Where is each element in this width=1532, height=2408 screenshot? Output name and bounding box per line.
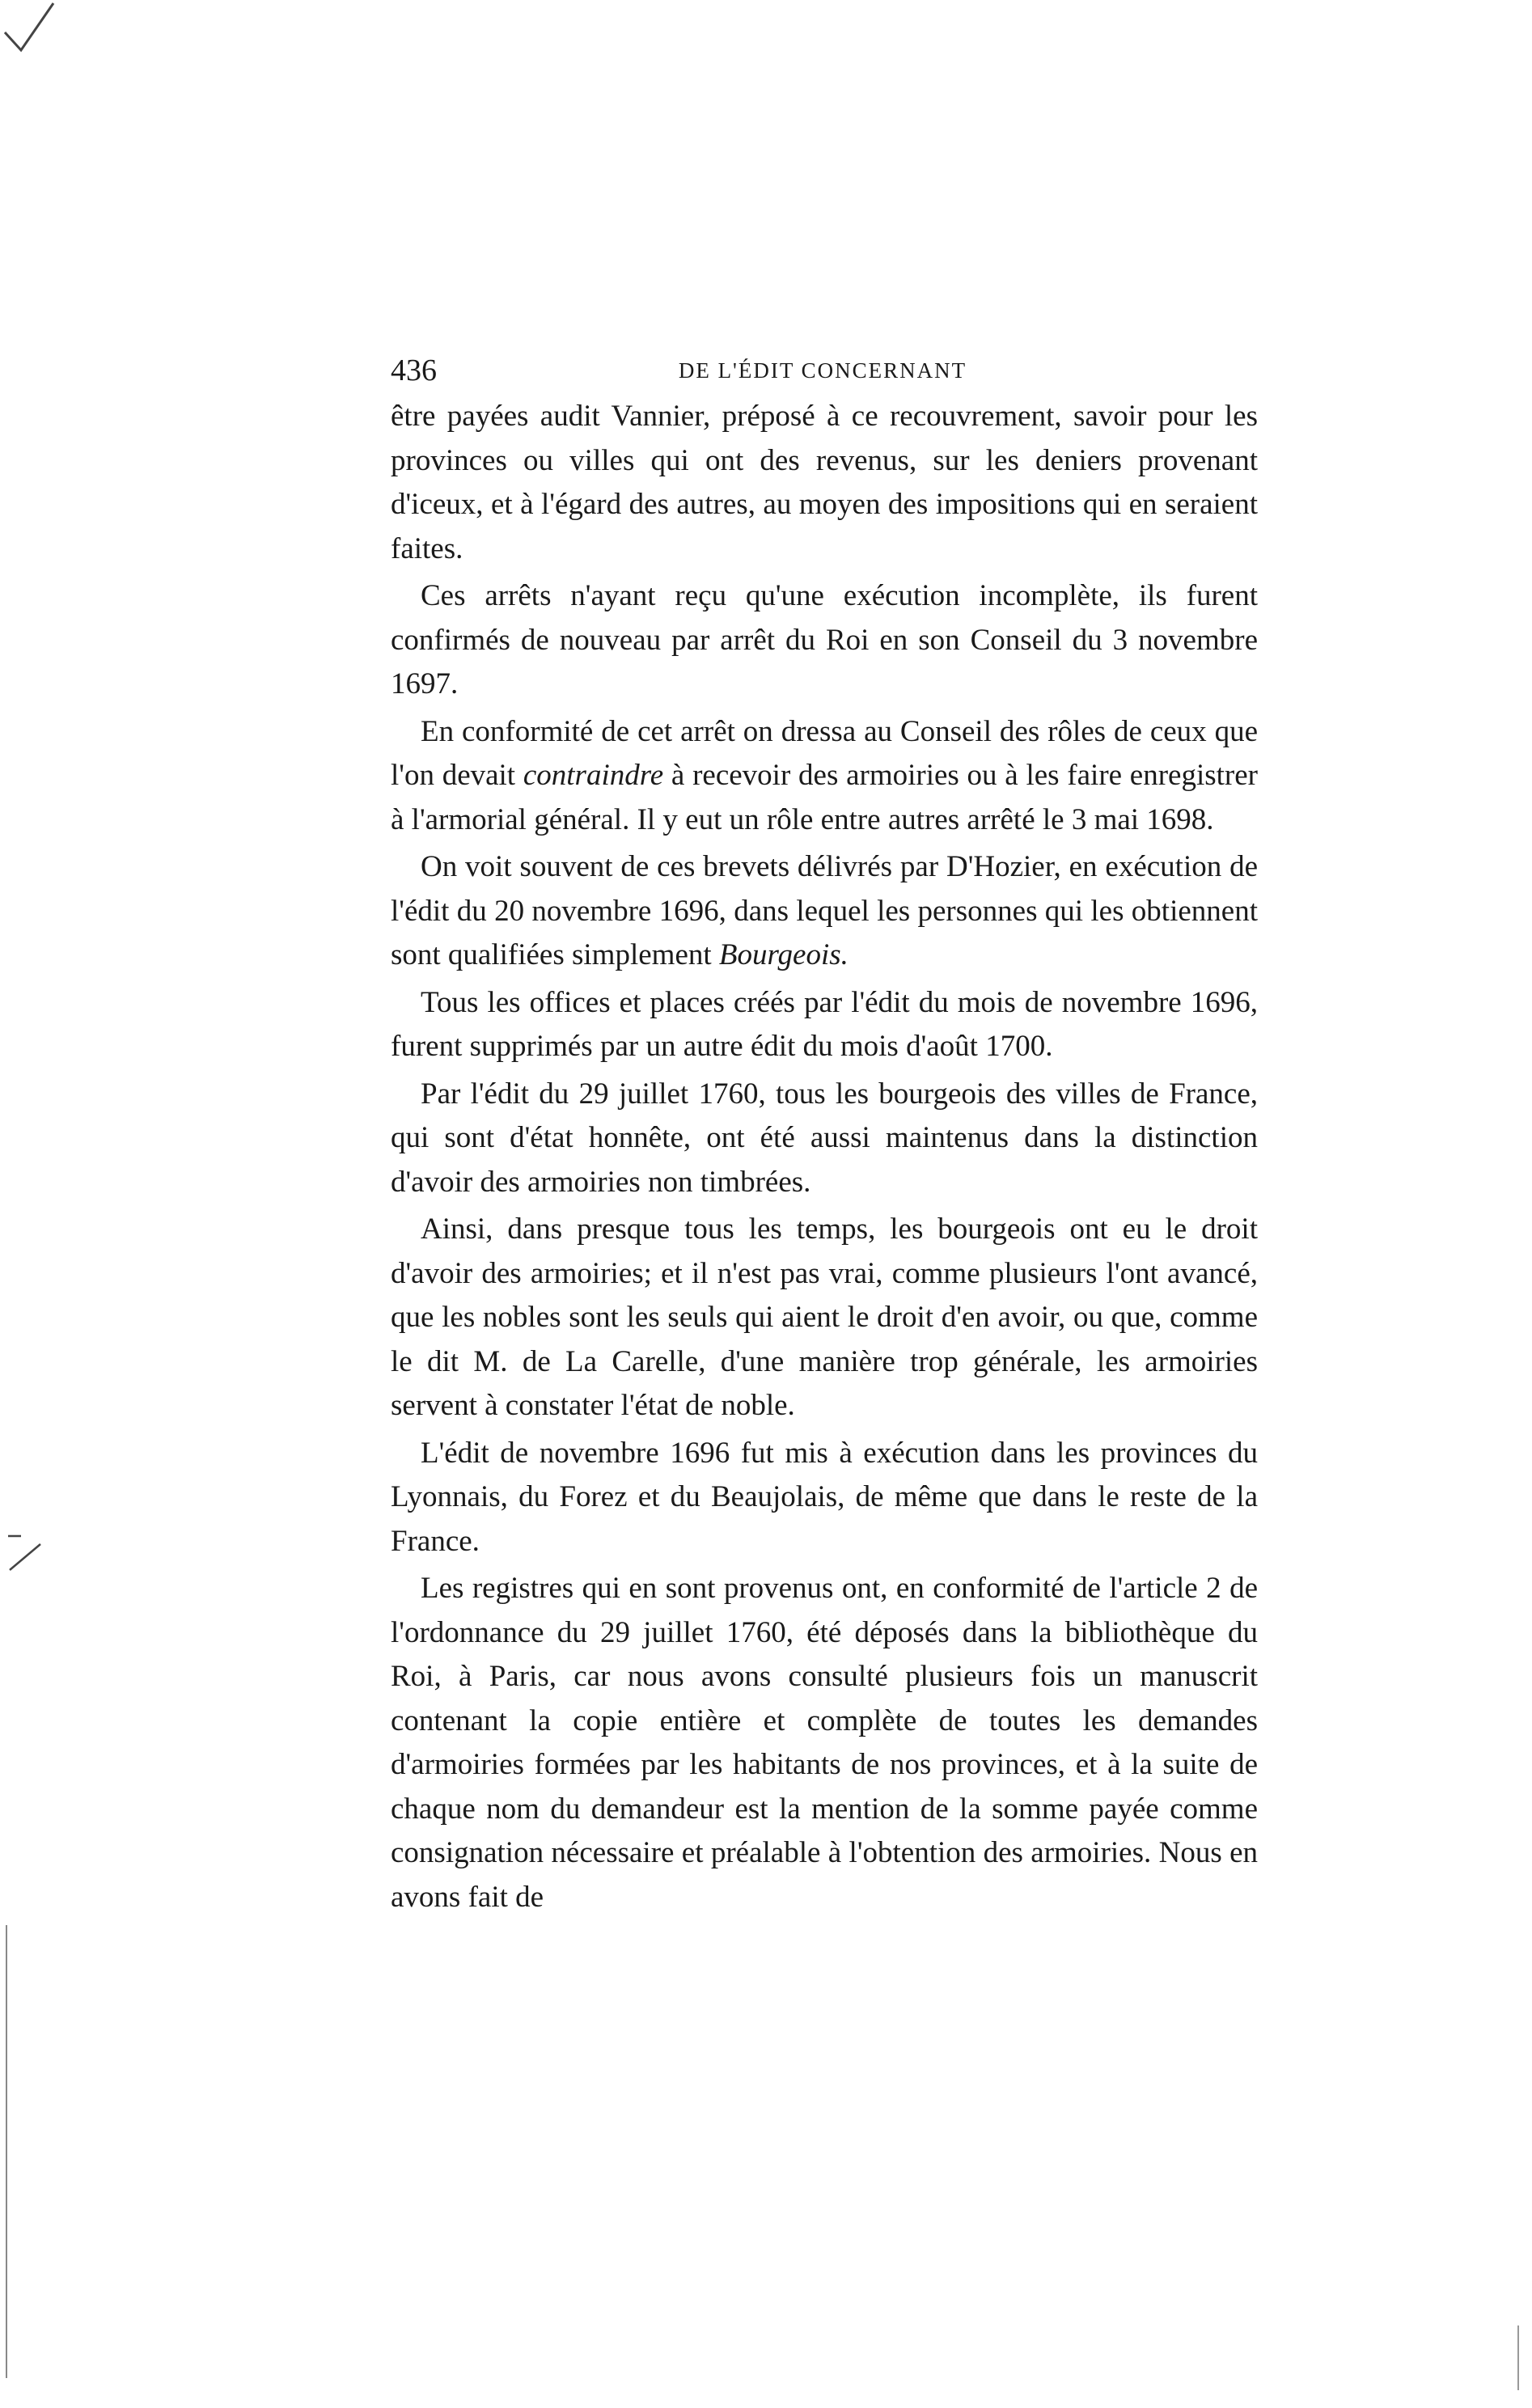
body-text bbox=[391, 395, 1258, 1923]
paragraph-3-italic: contraindre bbox=[523, 759, 664, 792]
paragraph-9: Les registres qui en sont provenus ont, en conformité de l'article 2 de l'ordonnance du 29 juillet 1760, été déposés dans la bibliothèque du Roi, à Paris, car nous avons consulté plusieurs fois un manuscrit contenant la copie entière et complète de toutes les demandes d'armoiries formées par les habitants de nos provinces, et à la suite de chaque nom du demandeur est la mention de la somme payée comme consignation nécessaire et préalable à l'obtention des armoiries. Nous en avons fait de bbox=[391, 1572, 1258, 1914]
slash-mark-icon bbox=[5, 1533, 45, 1573]
paragraph-8: L'édit de novembre 1696 fut mis à exécution dans les provinces du Lyonnais, du Forez et du Beaujolais, de même que dans le reste de la France. bbox=[391, 1436, 1258, 1558]
paragraph-4 bbox=[391, 845, 1258, 978]
right-edge-rule bbox=[1517, 2325, 1519, 2390]
paragraph-3 bbox=[391, 710, 1258, 843]
page-number: 436 bbox=[391, 353, 437, 387]
paragraph-3-part-b: à recevoir des armoiries ou à les faire enregistrer à l'armorial général. Il y eut un rôle entre autres arrêté le 3 mai 1698. bbox=[391, 759, 1258, 836]
running-head bbox=[391, 346, 1255, 395]
running-title: DE L'ÉDIT CONCERNANT bbox=[678, 358, 967, 383]
paragraph-3-part-a: En conformité de cet arrêt on dressa au Conseil des rôles de ceux que l'on devait bbox=[391, 714, 1258, 792]
paragraph-4-part-a: On voit souvent de ces brevets délivrés par D'Hozier, en exécution de l'édit du 20 novembre 1696, dans lequel les personnes qui les obtiennent sont qualifiées simplement bbox=[391, 850, 1258, 971]
paragraph-1: être payées audit Vannier, préposé à ce recouvrement, savoir pour les provinces ou villes qui ont des revenus, sur les deniers provenant d'iceux, et à l'égard des autres, au moyen des impositions qui en seraient faites. bbox=[391, 400, 1258, 565]
check-mark-icon bbox=[3, 0, 60, 65]
paragraph-6: Par l'édit du 29 juillet 1760, tous les bourgeois des villes de France, qui sont d'état honnête, ont été aussi maintenus dans la distinction d'avoir des armoiries non timbrées. bbox=[391, 1077, 1258, 1199]
paragraph-7: Ainsi, dans presque tous les temps, les bourgeois ont eu le droit d'avoir des armoiries; et il n'est pas vrai, comme plusieurs l'ont avancé, que les nobles sont les seuls qui aient le droit d'en avoir, ou que, comme le dit M. de La Carelle, d'une manière trop générale, les armoiries servent à constater l'état de noble. bbox=[391, 1212, 1258, 1422]
paragraph-4-italic: Bourgeois. bbox=[718, 938, 849, 971]
paragraph-2: Ces arrêts n'ayant reçu qu'une exécution incomplète, ils furent confirmés de nouveau par arrêt du Roi en son Conseil du 3 novembre 1697. bbox=[391, 579, 1258, 700]
paragraph-5: Tous les offices et places créés par l'édit du mois de novembre 1696, furent supprimés par un autre édit du mois d'août 1700. bbox=[391, 985, 1258, 1063]
left-edge-rule bbox=[6, 1925, 7, 2378]
